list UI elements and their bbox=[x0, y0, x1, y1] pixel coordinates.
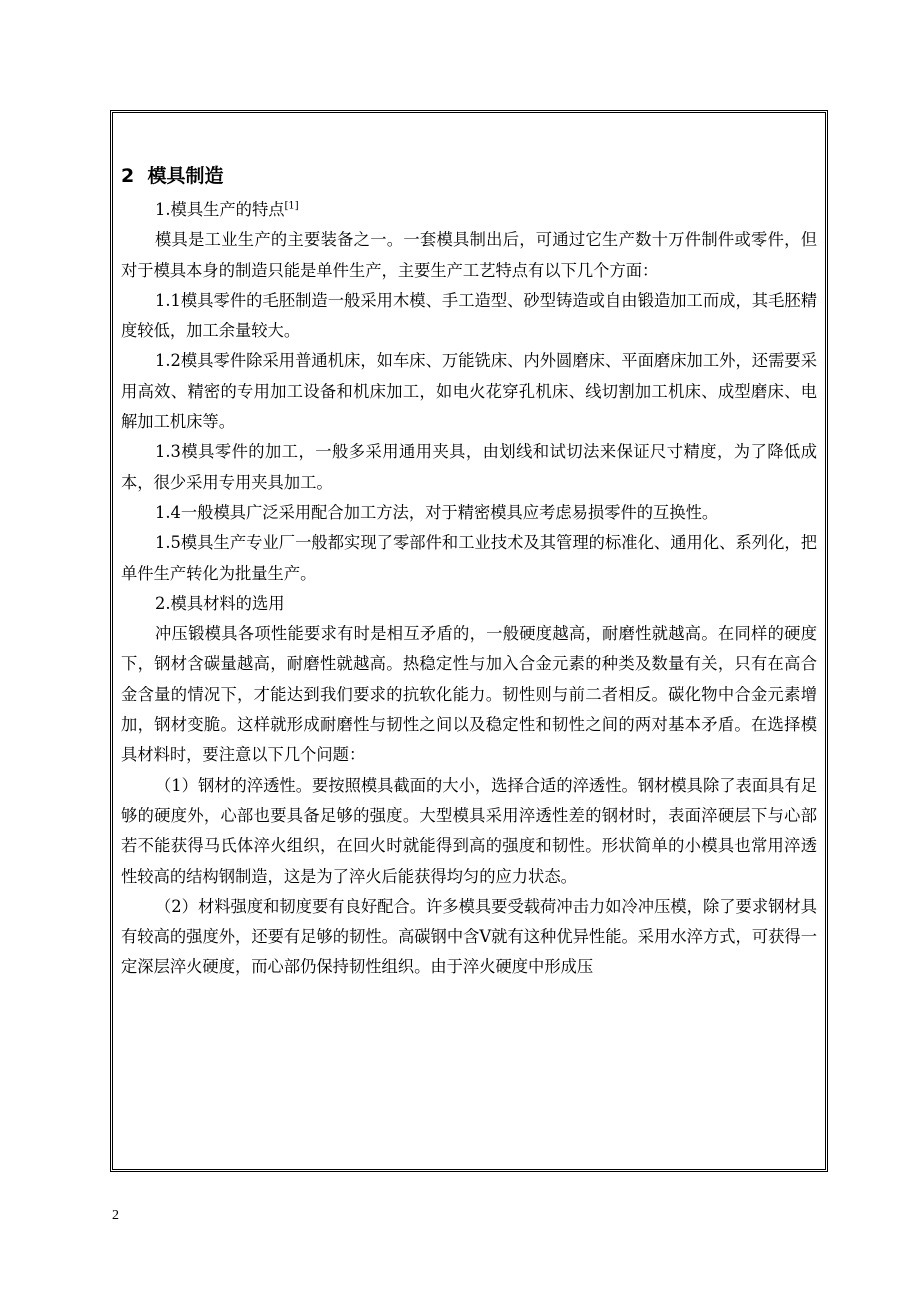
page-frame bbox=[110, 110, 828, 1172]
section-heading bbox=[121, 163, 817, 189]
paragraph-1-2: 1.2模具零件除采用普通机床，如车床、万能铣床、内外圆磨床、平面磨床加工外，还需要采用高效、精密的专用加工设备和机床加工，如电火花穿孔机床、线切割加工机床、成型磨床、电解加工机床等。 bbox=[121, 351, 817, 432]
paragraph-1-1: 1.1模具零件的毛胚制造一般采用木模、手工造型、砂型铸造或自由锻造加工而成，其毛胚精度较低，加工余量较大。 bbox=[121, 290, 817, 341]
paragraph-1-4: 1.4一般模具广泛采用配合加工方法，对于精密模具应考虑易损零件的互换性。 bbox=[155, 502, 719, 522]
paragraph-1-3: 1.3模具零件的加工，一般多采用通用夹具，由划线和试切法来保证尺寸精度，为了降低成本，很少采用专用夹具加工。 bbox=[121, 442, 817, 492]
subsection-heading-2: 2.模具材料的选用 bbox=[155, 593, 285, 613]
paragraph-intro: 模具是工业生产的主要装备之一。一套模具制出后，可通过它生产数十万件制件或零件，但对于模具本身的制造只能是单件生产，主要生产工艺特点有以下几个方面： bbox=[121, 230, 817, 280]
paragraph-hardenability: （1）钢材的淬透性。要按照模具截面的大小，选择合适的淬透性。钢材模具除了表面具有足够的硬度外，心部也要具备足够的强度。大型模具采用淬透性差的钢材时，表面淬硬层下与心部若不能获得马氏体淬火组织，在回火时就能得到高的强度和韧性。形状简单的小模具也常用淬透性较高的结构钢制造，这是为了淬火后能获得均匀的应力状态。 bbox=[121, 775, 817, 886]
subsection-title-1: 1.模具生产的特点 bbox=[155, 200, 285, 219]
paragraph-materials: 冲压锻模具各项性能要求有时是相互矛盾的，一般硬度越高，耐磨性就越高。在同样的硬度下，钢材含碳量越高，耐磨性就越高。热稳定性与加入合金元素的种类及数量有关，只有在高合金含量的情况下，才能达到我们要求的抗软化能力。韧性则与前二者相反。碳化物中合金元素增加，钢材变脆。这样就形成耐磨性与韧性之间以及稳定性和韧性之间的两对基本矛盾。在选择模具材料时，要注意以下几个问题： bbox=[121, 624, 817, 765]
section-title: 模具制造 bbox=[147, 165, 224, 187]
paragraph-1-5: 1.5模具生产专业厂一般都实现了零部件和工业技术及其管理的标准化、通用化、系列化，把单件生产转化为批量生产。 bbox=[121, 533, 817, 583]
page-number: 2 bbox=[112, 1208, 119, 1223]
citation-marker: [1] bbox=[284, 200, 299, 212]
paragraph-strength-toughness: （2）材料强度和韧度要有良好配合。许多模具要受载荷冲击力如冷冲压模，除了要求钢材具有较高的强度外，还要有足够的韧性。高碳钢中含V就有这种优异性能。采用水淬方式，可获得一定深层淬火硬度，而心部仍保持韧性组织。由于淬火硬度中形成压 bbox=[121, 896, 817, 977]
subsection-heading-1 bbox=[121, 195, 817, 225]
section-number: 2 bbox=[121, 165, 135, 187]
document-body bbox=[121, 163, 817, 983]
